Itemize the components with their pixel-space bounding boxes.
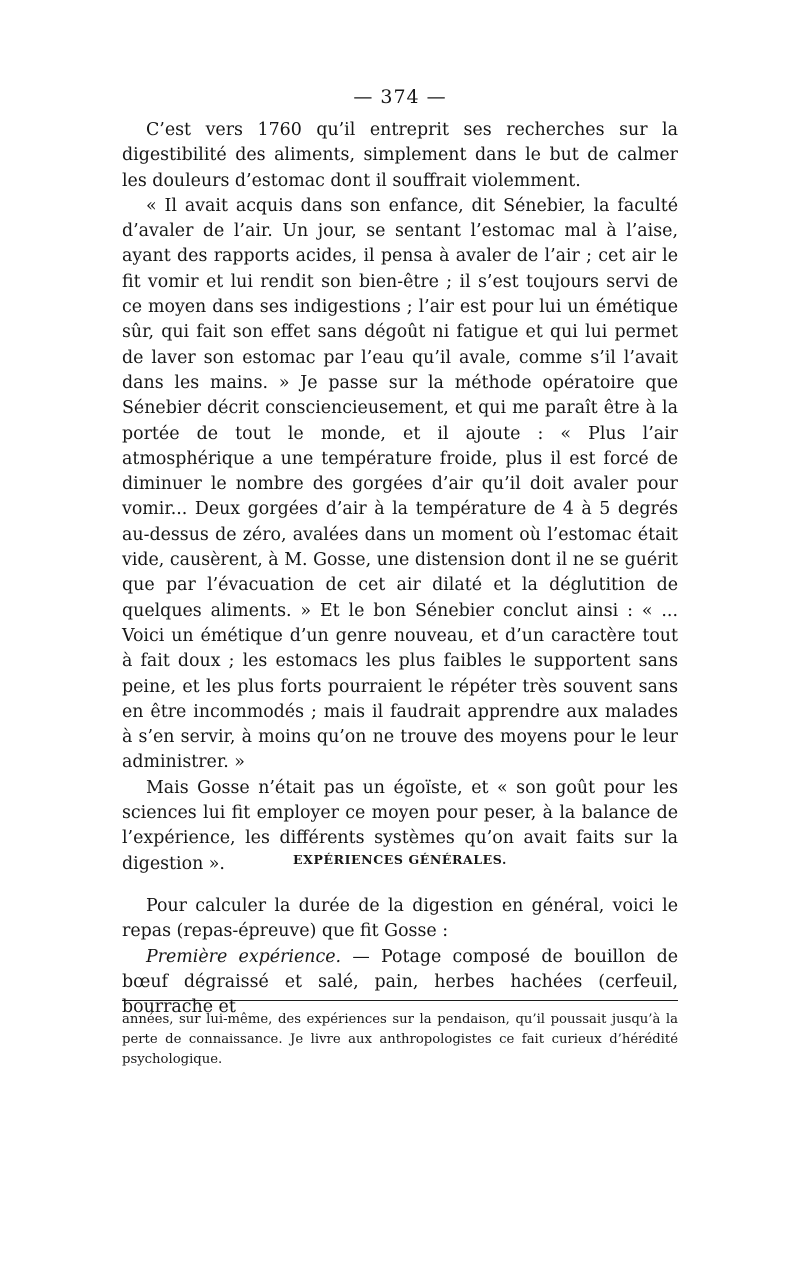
paragraph: C’est vers 1760 qu’il entreprit ses recherches sur la digestibilité des aliments, simplement dans le but de calmer les douleurs d’estomac dont il souffrait violemment. (122, 120, 678, 191)
page-number: — 374 — (353, 86, 447, 108)
footnote-text: années, sur lui-même, des expériences sur la pendaison, qu’il poussait jusqu’à la perte de connaissance. Je livre aux anthropologistes ce fait curieux d’hérédité psychologique. (122, 1012, 678, 1067)
footnote (122, 1010, 678, 1070)
footnote-divider (122, 1000, 678, 1001)
experiment-label: Première expérience. (146, 946, 342, 967)
paragraph: Mais Gosse n’était pas un égoïste, et « son goût pour les sciences lui fit employer ce moyen pour peser, à la balance de l’expérience, les différents systèmes qu’on avait faits sur la digestion ». (122, 777, 678, 874)
paragraph: Pour calculer la durée de la digestion en général, voici le repas (repas-épreuve) que fit Gosse : (122, 896, 678, 942)
main-text (122, 118, 678, 877)
experiment-text: — Potage composé de bouillon de bœuf dégraissé et salé, pain, herbes hachées (cerfeuil, bourrache et (122, 946, 678, 1018)
section-text (122, 894, 678, 1020)
paragraph: « Il avait acquis dans son enfance, dit Sénebier, la faculté d’avaler de l’air. Un jour, se sentant l’estomac mal à l’aise, ayant des rapports acides, il pensa à avaler de l’air ; cet air le fit vomir et lui rendit son bien-être ; il s’est toujours servi de ce moyen dans ses indigestions ; l’air est pour lui un émétique sûr, qui fait son effet sans dégoût ni fatigue et qui lui permet de laver son estomac par l’eau qu’il avale, comme s’il l’avait dans les mains. » Je passe sur la méthode opératoire que Sénebier décrit consciencieusement, et qui me paraît être à la portée de tout le monde, et il ajoute : « Plus l’air atmosphérique a une température froide, plus il est forcé de diminuer le nombre des gorgées d’air qu’il doit avaler pour vomir... Deux gorgées d’air à la température de 4 à 5 degrés au-dessus de zéro, avalées dans un moment où l’estomac était vide, causèrent, à M. Gosse, une distension dont il ne se guérit que par l’évacuation de cet air dilaté et la déglutition de quelques aliments. » Et le bon Sénebier conclut ainsi : « ... Voici un émétique d’un genre nouveau, et d’un caractère tout à fait doux ; les estomacs les plus faibles le supportent sans peine, et les plus forts pourraient le répéter très souvent sans en être incommodés ; mais il faudrait apprendre aux malades à s’en servir, à moins qu’on ne trouve des moyens pour le leur administrer. » (122, 195, 678, 773)
section-heading: EXPÉRIENCES GÉNÉRALES. (293, 852, 507, 867)
